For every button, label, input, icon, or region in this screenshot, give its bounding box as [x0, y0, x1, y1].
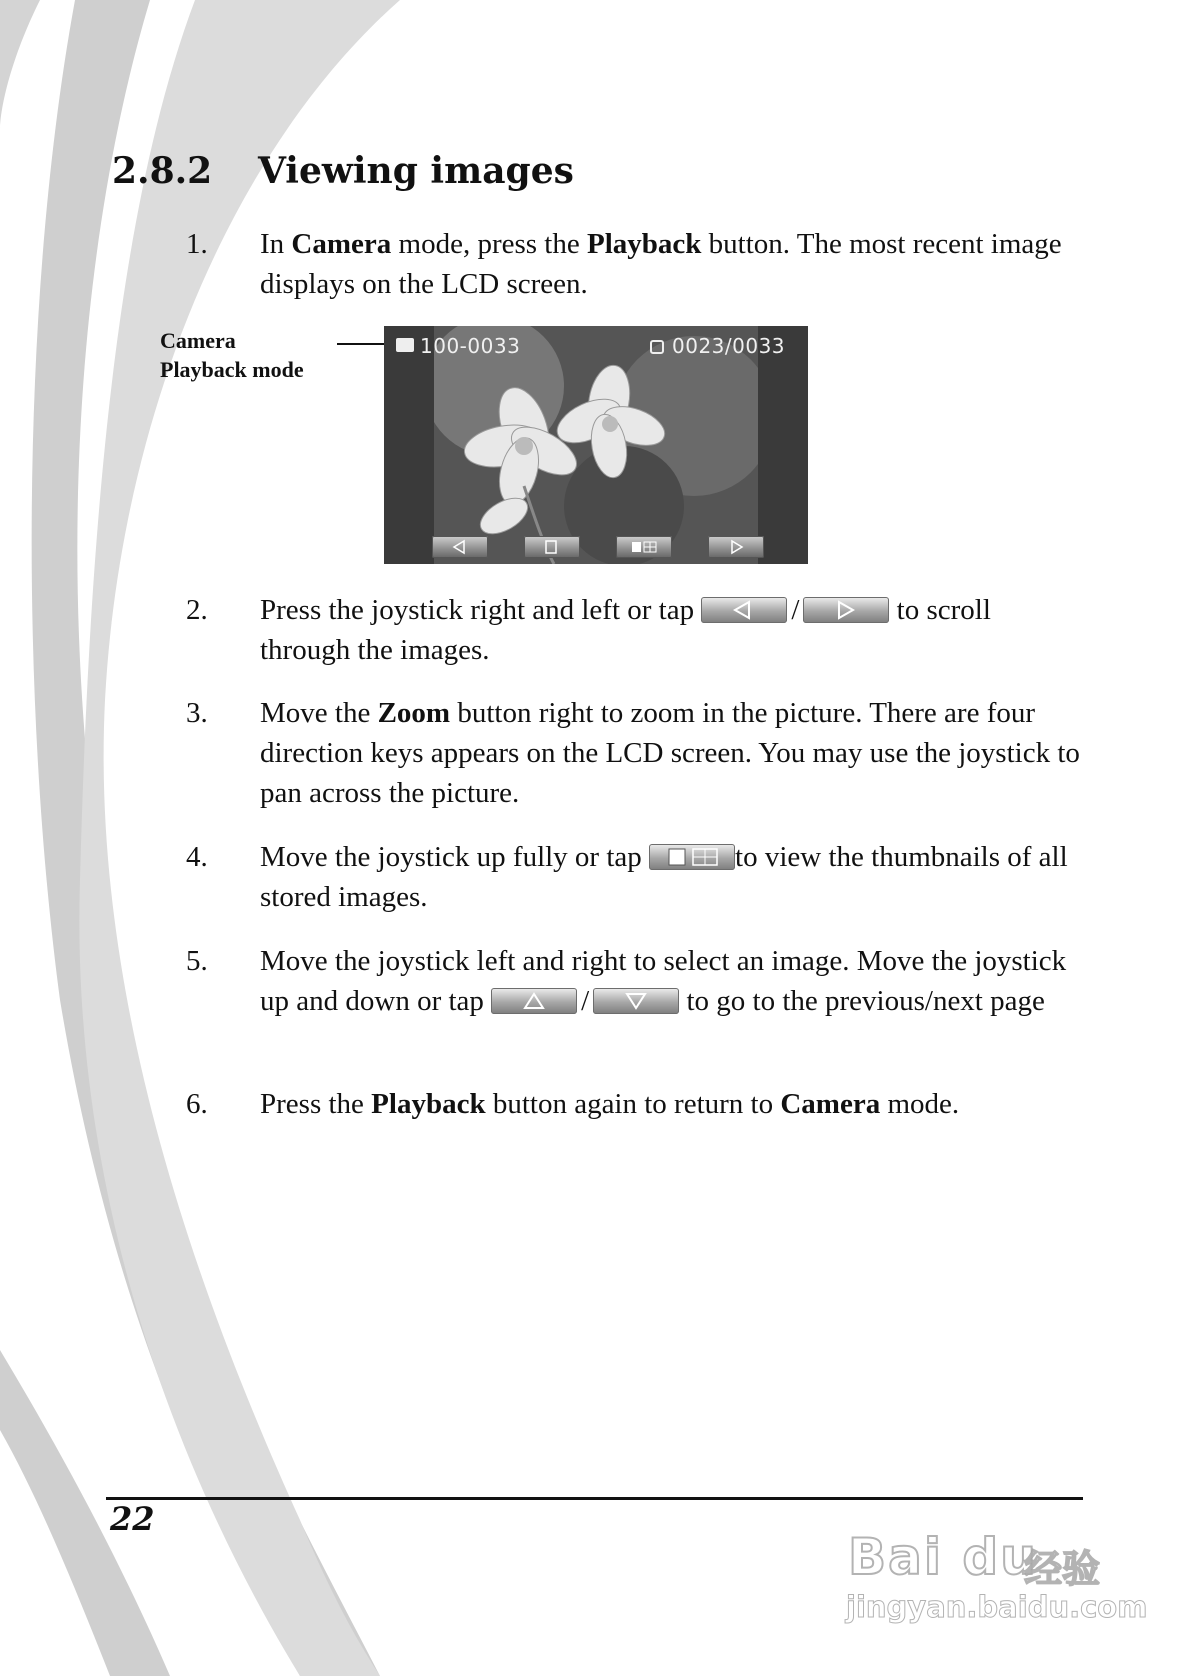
step-text-part: Press the — [260, 1088, 372, 1120]
flower-photo — [434, 326, 758, 564]
next-icon — [803, 597, 889, 623]
step-text-part: Press the joystick right and left or tap — [260, 594, 702, 626]
step-text — [260, 224, 1086, 304]
callout-leader-line — [337, 343, 387, 345]
previous-button[interactable] — [701, 597, 787, 623]
next-button[interactable] — [803, 597, 889, 623]
watermark-cn: 经验 — [1024, 1547, 1101, 1591]
step-text — [260, 837, 1086, 917]
step-text — [260, 941, 1086, 1021]
step-number: 5. — [186, 945, 208, 977]
step-1 — [186, 224, 1086, 304]
step-number: 2. — [186, 594, 208, 626]
lcd-next-button[interactable] — [708, 536, 764, 558]
step-text-part: button again to return to — [485, 1088, 781, 1120]
section-heading — [112, 150, 574, 192]
step-text-part: Move the joystick left and right to select an image. Move the joystick up and down or tap — [260, 945, 1067, 1017]
lcd-screen-image — [384, 326, 808, 564]
step-text-part: to scroll through the images. — [260, 594, 991, 666]
step-text-part: Move the joystick up fully or tap — [260, 841, 650, 873]
thumbnail-icon — [649, 844, 735, 870]
step-text-part: button. The most recent image displays on the LCD screen. — [260, 228, 1062, 300]
lcd-previous-button[interactable] — [432, 536, 488, 558]
next-icon — [708, 536, 764, 558]
callout-line-2: Playback mode — [160, 357, 304, 382]
thumbnail-icon — [616, 536, 672, 558]
up-arrow-icon — [491, 988, 577, 1014]
lcd-button-bar — [384, 536, 808, 562]
slash-separator: / — [791, 594, 800, 626]
camera-term: Camera — [291, 228, 392, 260]
lcd-thumbnail-button[interactable] — [616, 536, 672, 558]
previous-icon — [432, 536, 488, 558]
camera-playback-icon — [396, 338, 414, 352]
step-text-part: to go to the previous/next page — [679, 985, 1045, 1017]
step-text-part: to view the thumbnails of all stored images. — [260, 841, 1068, 913]
step-text-part: mode. — [880, 1088, 960, 1120]
step-number: 4. — [186, 841, 208, 873]
page-down-button[interactable] — [593, 988, 679, 1014]
step-2 — [186, 590, 1086, 670]
step-5 — [186, 941, 1086, 1021]
step-text-part: button right to zoom in the picture. There are four direction keys appears on the LCD screen. You may use the joystick to pan across the picture. — [260, 697, 1080, 809]
step-6 — [186, 1084, 1086, 1124]
lcd-callout-label — [160, 326, 304, 384]
page-up-button[interactable] — [491, 988, 577, 1014]
watermark-brand: Bai du — [848, 1528, 1038, 1586]
baidu-watermark — [838, 1520, 1148, 1640]
step-text-part: mode, press the — [391, 228, 587, 260]
step-3 — [186, 693, 1086, 813]
delete-icon — [524, 536, 580, 558]
image-counter: 0023/0033 — [672, 334, 786, 358]
down-arrow-icon — [593, 988, 679, 1014]
lock-icon — [650, 340, 664, 354]
step-text — [260, 693, 1086, 813]
playback-term: Playback — [586, 228, 702, 260]
zoom-term: Zoom — [377, 697, 451, 729]
callout-line-1: Camera — [160, 328, 236, 353]
step-number: 1. — [186, 228, 208, 260]
lcd-delete-button[interactable] — [524, 536, 580, 558]
page-number: 22 — [110, 1500, 155, 1538]
folder-file-number: 100-0033 — [420, 334, 521, 358]
step-text — [260, 1084, 1086, 1124]
footer-rule — [106, 1497, 1083, 1500]
section-number: 2.8.2 — [112, 150, 213, 192]
camera-term: Camera — [780, 1088, 881, 1120]
slash-separator: / — [581, 985, 590, 1017]
watermark-url: jingyan.baidu.com — [846, 1590, 1148, 1624]
step-number: 6. — [186, 1088, 208, 1120]
step-text — [260, 590, 1086, 670]
previous-icon — [701, 597, 787, 623]
step-text-part: In — [260, 228, 292, 260]
playback-term: Playback — [371, 1088, 486, 1120]
thumbnail-button[interactable] — [649, 844, 735, 870]
section-title: Viewing images — [258, 150, 574, 192]
step-number: 3. — [186, 697, 208, 729]
step-text-part: Move the — [260, 697, 378, 729]
step-4 — [186, 837, 1086, 917]
